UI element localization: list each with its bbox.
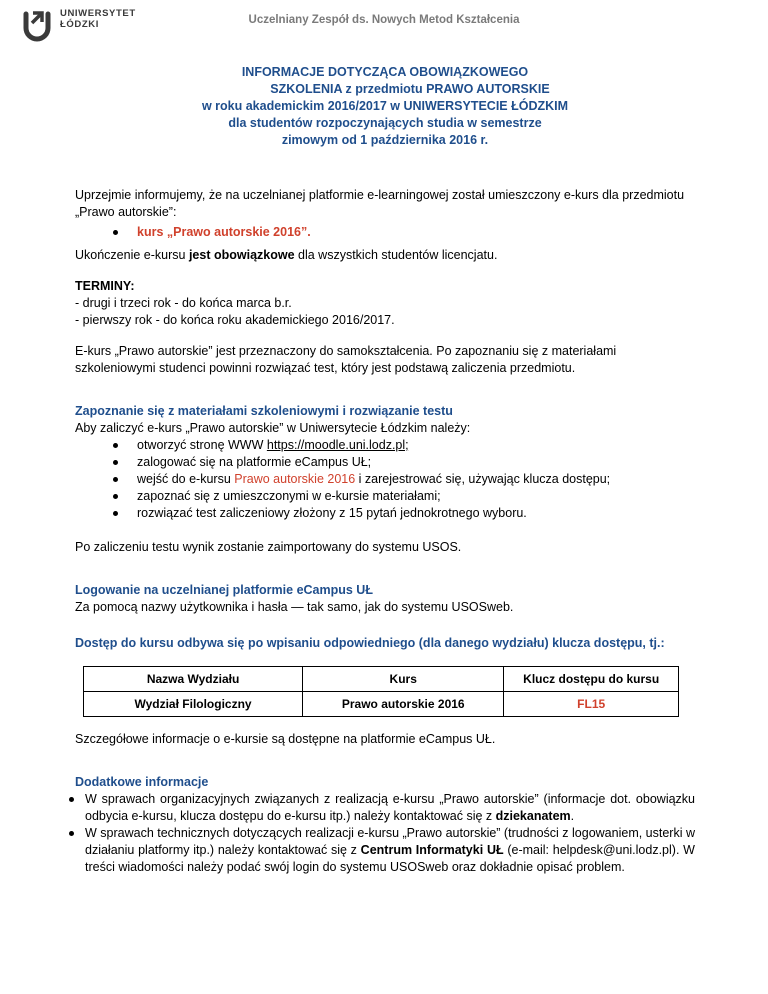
section-access (75, 635, 695, 717)
table-cell: Wydział Filologiczny (84, 692, 303, 717)
table-cell-key: FL15 (504, 692, 679, 717)
document-body (75, 64, 695, 876)
moodle-link[interactable]: https://moodle.uni.lodz.pl; (266, 438, 409, 452)
list-item: otworzyć stronę WWW https://moodle.uni.lodz.pl; (113, 437, 695, 454)
course-bullet: kurs „Prawo autorskie 2016”. (113, 224, 695, 241)
table-header-cell: Klucz dostępu do kursu (504, 667, 679, 692)
course-list (75, 224, 695, 241)
section-login (75, 582, 695, 616)
section-heading: Zapoznanie się z materiałami szkoleniowymi i rozwiązanie testu (75, 404, 453, 418)
usos-note: Po zaliczeniu testu wynik zostanie zaimportowany do systemu USOS. (75, 540, 462, 554)
table-cell: Prawo autorskie 2016 (303, 692, 504, 717)
list-item: W sprawach organizacyjnych związanych z realizacją e-kursu „Prawo autorskie” (informacje dot. obowiązku odbycia e-kursu, klucza dostępu do e-kursu itp.) należy kontaktować się z dziekanatem. (69, 791, 695, 825)
list-item: zalogować się na platformie eCampus UŁ; (113, 454, 695, 471)
table-header-cell: Nazwa Wydziału (84, 667, 303, 692)
section-intro: Aby zaliczyć e-kurs „Prawo autorskie” w Uniwersytecie Łódzkim należy: (75, 421, 471, 435)
terms-block (75, 278, 695, 329)
terms-line: - pierwszy rok - do końca roku akademickiego 2016/2017. (75, 313, 395, 327)
list-item: rozwiązać test zaliczeniowy złożony z 15 pytań jednokrotnego wyboru. (113, 505, 695, 522)
section-heading: Dostęp do kursu odbywa się po wpisaniu odpowiedniego (dla danego wydziału) klucza dostępu, tj.: (75, 636, 665, 650)
list-item: zapoznać się z umieszczonymi w e-kursie materiałami; (113, 488, 695, 505)
access-key-table (83, 666, 679, 717)
section-materials (75, 403, 695, 522)
table-row (84, 692, 679, 717)
logo-wordmark: UNIWERSYTET ŁÓDZKI (60, 8, 136, 30)
section-heading: Dodatkowe informacje (75, 775, 209, 789)
selfstudy-paragraph: E-kurs „Prawo autorskie” jest przeznaczony do samokształcenia. Po zapoznaniu się z materiałami szkoleniowymi studenci powinni rozwiązać test, który jest podstawą zaliczenia przedmiotu. (75, 344, 617, 375)
list-item: wejść do e-kursu Prawo autorskie 2016 i zarejestrować się, używając klucza dostępu; (113, 471, 695, 488)
intro-paragraph: Uprzejmie informujemy, że na uczelnianej platformie e-learningowej został umieszczony e-kurs dla przedmiotu „Prawo autorskie”: (75, 188, 685, 219)
steps-list (75, 437, 695, 522)
details-note: Szczegółowe informacje o e-kursie są dostępne na platformie eCampus UŁ. (75, 732, 496, 746)
section-extra (75, 774, 695, 876)
table-header-row (84, 667, 679, 692)
list-item: W sprawach technicznych dotyczących realizacji e-kursu „Prawo autorskie” (trudności z logowaniem, usterki w działaniu platformy itp.) należy kontaktować się z Centrum Informatyki UŁ (e-mail: helpdesk@uni.lodz.pl). W treści wiadomości należy podać swój login do systemu USOSweb oraz dokładnie opisać problem. (69, 825, 695, 876)
header-title: Uczelniany Zespół ds. Nowych Metod Kształcenia (248, 14, 520, 26)
terms-line: - drugi i trzeci rok - do końca marca b.r. (75, 296, 292, 310)
page-header (0, 0, 768, 50)
completion-paragraph: Ukończenie e-kursu jest obowiązkowe dla wszystkich studentów licencjatu. (75, 248, 498, 262)
extra-info-list (69, 791, 695, 876)
section-text: Za pomocą nazwy użytkownika i hasła — tak samo, jak do systemu USOSweb. (75, 600, 514, 614)
document-title: INFORMACJE DOTYCZĄCA OBOWIĄZKOWEGO SZKOLENIA z przedmiotu PRAWO AUTORSKIE w roku akademickim 2016/2017 w UNIWERSYTECIE ŁÓDZKIM dla studentów rozpoczynających studia w semestrze zimowym od 1 października 2016 r. (201, 65, 569, 147)
terms-heading: TERMINY: (75, 279, 135, 293)
table-header-cell: Kurs (303, 667, 504, 692)
section-heading: Logowanie na uczelnianej platformie eCampus UŁ (75, 583, 373, 597)
